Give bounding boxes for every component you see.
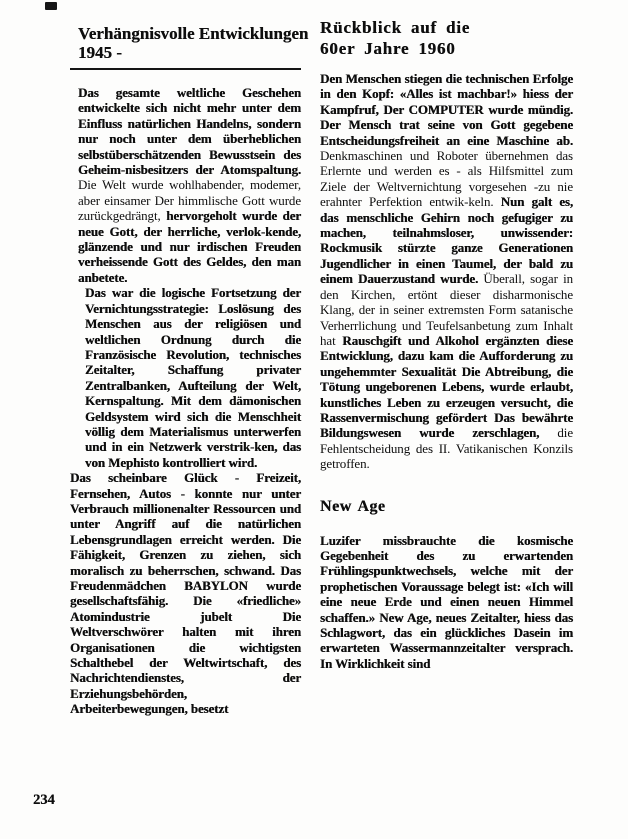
- page-number: 234: [33, 792, 55, 808]
- bold-text-segment: Rauschgift und Alkohol ergänzten diese Entwicklung, dazu kam die Aufforderung zu ungehemmter Sexualität Die Abtreibung, die Tötung ungeborenen Lebens, wurde erlaubt, kunstliches Leben zu erzeugen versucht, die Rassenvermischung gefördert Das bewährte Bildungswesen wurde zerschlagen,: [320, 332, 573, 441]
- new-age-subheading: New Age: [320, 497, 386, 515]
- bold-text-segment: Luzifer missbrauchte die kosmische Gegebenheit des zu erwartenden Frühlingspunktwechsels, welche mit der prophetischen Voraussage belegt ist: «Ich will eine neue Erde und einen neuen Himmel schaffen.»: [320, 532, 573, 625]
- bold-text-segment: Nun galt es, das menschliche Gehirn noch gefugiger zu machen, teilnahmsloser, unwissender: Rockmusik stürzte ganze Generationen Jugendlicher in einen Taumel, der bald zu einem Dauerzustand wurde.: [320, 194, 573, 287]
- left-heading-line1: Verhängnisvolle Entwicklungen: [78, 24, 309, 43]
- paragraph: [320, 533, 573, 672]
- left-heading-line2: 1945 -: [78, 43, 122, 62]
- regular-text-segment: Denkmaschinen und Roboter übernehmen das Erlernte und werden es - als Hilfsmittel zum Ziele der Weltvernichtung vorgesehen -zu nie erahnter Perfektion entwik-keln.: [320, 148, 573, 210]
- bold-text-segment: New Age, neues Zeitalter, hiess das Schlagwort, das ein glückliches Dasein im erwarteten Wassermannzeitalter versprach. In Wirklichkeit sind: [320, 609, 573, 671]
- left-column-body: [70, 85, 301, 717]
- paragraph: [70, 285, 301, 470]
- bold-text-segment: hervorgeholt wurde der neue Gott, der herrliche, verlok-kende, glänzende und nur irdischen Freuden verheissende Gott des Geldes, den man anbetete.: [78, 208, 301, 285]
- regular-text-segment: Die Welt wurde wohlhabender, modemer, aber einsamer Der himmlische Gott wurde zurückgedrängt,: [78, 177, 301, 224]
- bold-text-segment: Das gesamte weltliche Geschehen entwickelte sich nicht mehr unter dem Einfluss natürlichen Handelns, sondern nur noch unter dem überheblichen selbstüberschätzenden Bewusstsein des Geheim-nisbesitzers der Atomspaltung.: [78, 85, 301, 178]
- regular-text-segment: Überall, sogar in den Kirchen, ertönt dieser disharmonische Klang, der in seiner extremsten Form satanische Verherrlichung und Teufelsanbetung zum Inhalt hat: [320, 271, 573, 348]
- new-age-body: [320, 533, 573, 672]
- left-column-heading: [70, 24, 309, 70]
- paragraph: [70, 85, 301, 285]
- right-column: [320, 17, 573, 671]
- right-heading-line2: 60er Jahre 1960: [320, 39, 456, 58]
- scan-artifact-mark: [45, 2, 57, 10]
- right-heading-line1: Rückblick auf die: [320, 18, 471, 37]
- paragraph: [70, 470, 301, 717]
- bold-text-segment: Den Menschen stiegen die technischen Erfolge in den Kopf: «Alles ist machbar!» hiess der Kampfruf, Der COMPUTER wurde mündig. Der Mensch trat seine von Gott gegebene Entscheidungsfreiheit an eine Maschine ab.: [320, 71, 573, 148]
- right-column-body: [320, 71, 573, 472]
- bold-text-segment: Das war die logische Fortsetzung der Vernichtungsstrategie: Loslösung des Menschen aus der religiösen und weltlichen Ordnung durch die Französische Revolution, technisches Zeitalter, Schaffung privater Zentralbanken, Aufteilung der Welt, Kernspaltung. Mit dem dämonischen Geldsystem wird sich die Menschheit völlig dem Materialismus unterwerfen und in ein Netzwerk verstrik-ken, das von Mephisto kontrolliert wird.: [85, 285, 301, 470]
- regular-text-segment: die Fehlentscheidung des II. Vatikanischen Konzils getroffen.: [320, 425, 573, 472]
- bold-text-segment: Die «friedliche» Atomindustrie jubelt Die Weltverschwörer halten mit ihren Organisationen die wichtigsten Schalthebel der Weltwirtschaft, des Nachrichtendienstes, der Erziehungsbehörden, Arbeiterbewegungen, besetzt: [70, 593, 301, 717]
- paragraph: [320, 71, 573, 472]
- bold-text-segment: Das scheinbare Glück - Freizeit, Fernsehen, Autos - konnte nur unter Verbrauch millionenalter Ressourcen und unter Angriff auf die natürlichen Lebensgrundlagen erreicht werden. Die Fähigkeit, Grenzen zu ziehen, sich moralisch zu beherrschen, schwand. Das Freudenmädchen BABYLON wurde gesellschaftsfähig.: [70, 470, 301, 609]
- left-column: [70, 24, 309, 717]
- right-column-heading: [320, 17, 573, 59]
